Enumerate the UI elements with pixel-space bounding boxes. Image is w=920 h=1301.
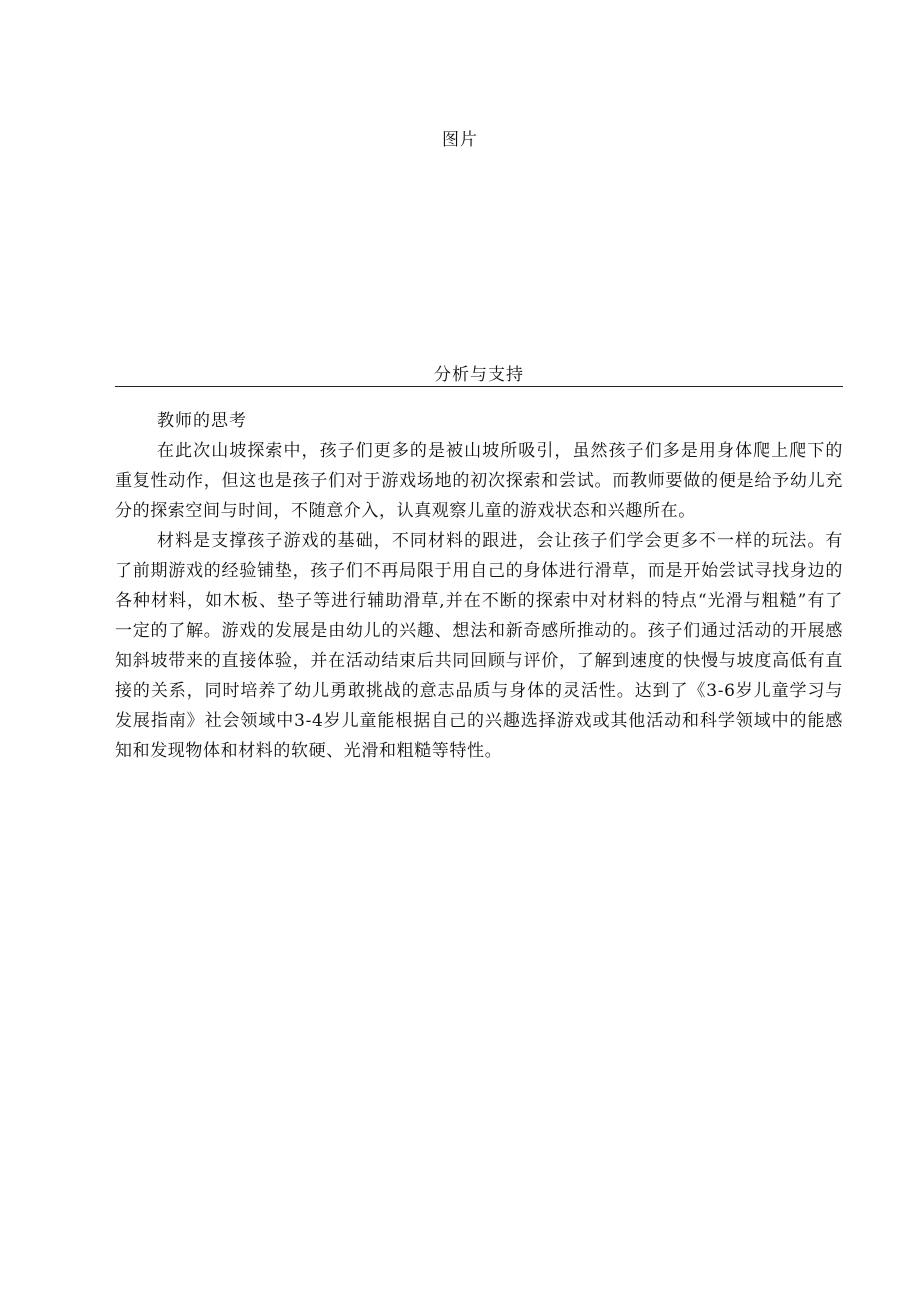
- section-heading: 分析与支持: [434, 365, 524, 385]
- image-placeholder-label: 图片: [442, 130, 478, 150]
- paragraph-exploration: 在此次山坡探索中，孩子们更多的是被山坡所吸引，虽然孩子们多是用身体爬上爬下的重复性动作，但这也是孩子们对于游戏场地的初次探索和尝试。而教师要做的便是给予幼儿充分的探索空间与时间，不随意介入，认真观察儿童的游戏状态和兴趣所在。: [115, 441, 843, 521]
- section-divider: [115, 386, 843, 387]
- paragraph-materials: 材料是支撑孩子游戏的基础，不同材料的跟进，会让孩子们学会更多不一样的玩法。有了前期游戏的经验铺垫，孩子们不再局限于用自己的身体进行滑草，而是开始尝试寻找身边的各种材料，如木板、垫子等进行辅助滑草,并在不断的探索中对材料的特点“光滑与粗糙”有了一定的了解。游戏的发展是由幼儿的兴趣、想法和新奇感所推动的。孩子们通过活动的开展感知斜坡带来的直接体验，并在活动结束后共同回顾与评价，了解到速度的快慢与坡度高低有直接的关系，同时培养了幼儿勇敢挑战的意志品质与身体的灵活性。达到了《3-6岁儿童学习与发展指南》社会领域中3-4岁儿童能根据自己的兴趣选择游戏或其他活动和科学领域中的能感知和发现物体和材料的软硬、光滑和粗糙等特性。: [115, 531, 843, 761]
- analysis-content: [115, 406, 843, 766]
- subheading-teacher-thoughts: 教师的思考: [157, 411, 247, 431]
